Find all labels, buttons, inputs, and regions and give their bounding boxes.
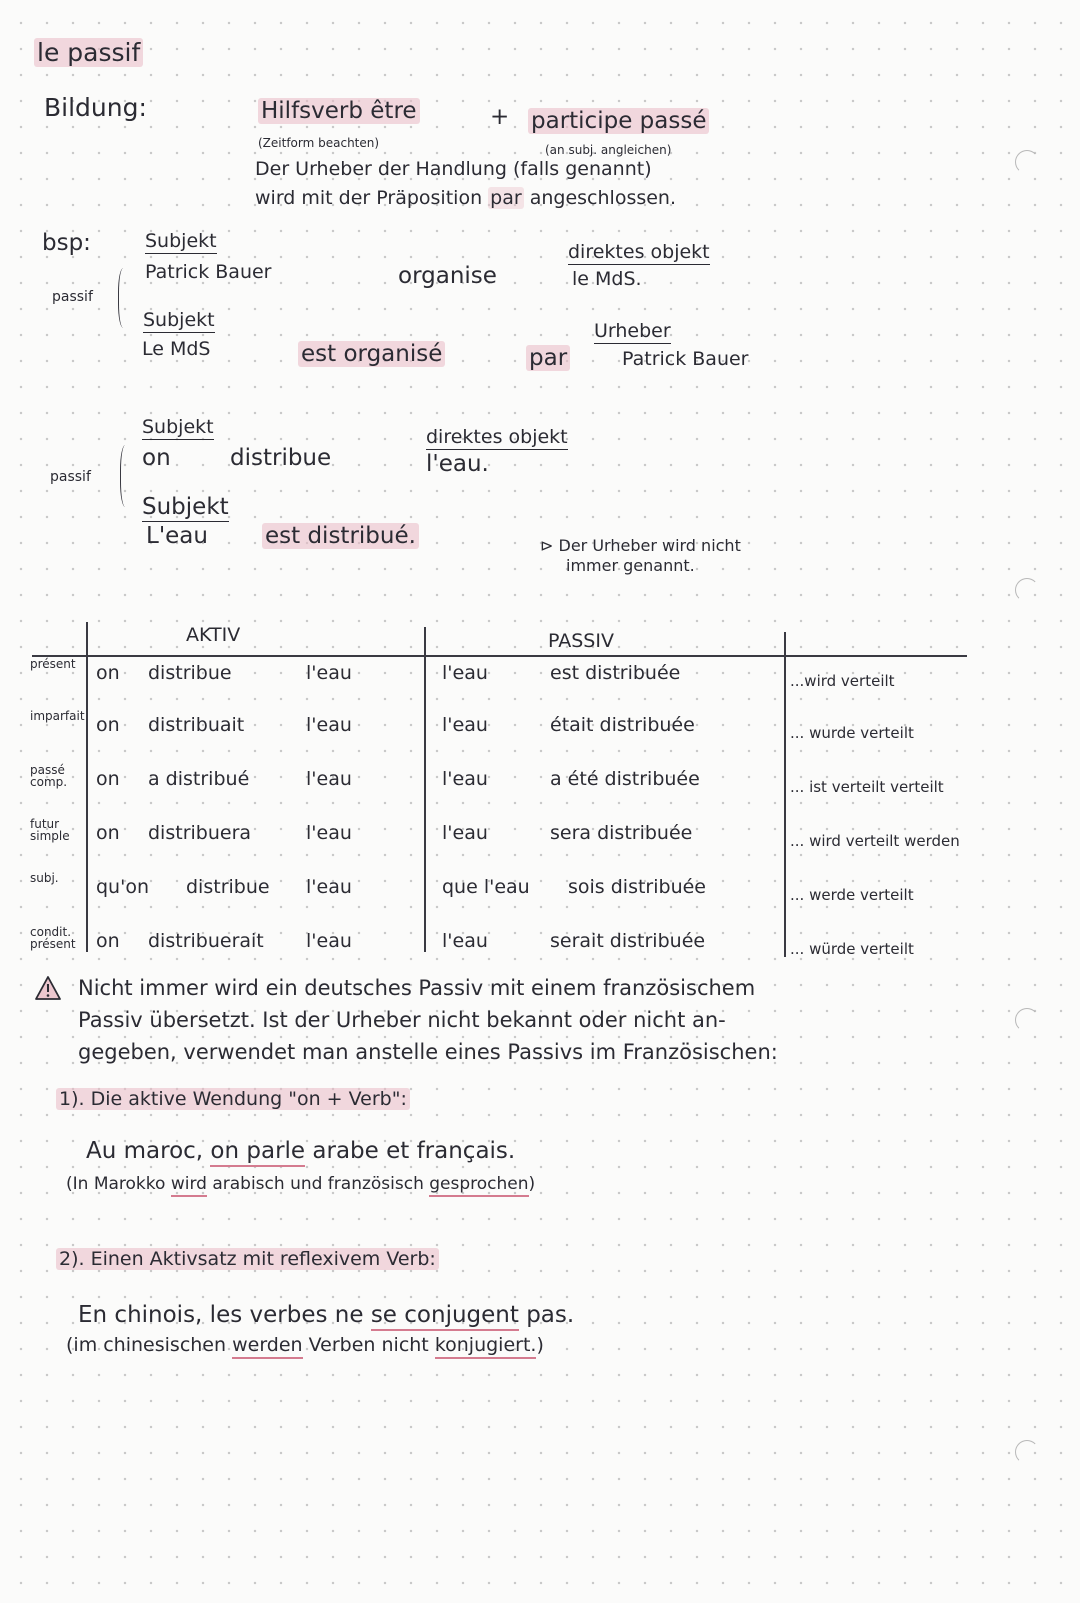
ex1-p-subj-label-text: Subjekt xyxy=(143,309,215,331)
ex1-subj: Patrick Bauer xyxy=(145,261,272,283)
bildung-line2-pre: wird mit der Präposition xyxy=(255,187,483,209)
binder-ring-2 xyxy=(1015,578,1039,602)
point1-fr-post: arabe et français. xyxy=(312,1138,516,1164)
ex1-p-subj-label xyxy=(143,311,215,330)
table-col-line-1 xyxy=(86,622,88,952)
ex1-subj-label-text: Subjekt xyxy=(145,230,217,252)
point2-fr-post: pas. xyxy=(526,1302,575,1328)
point1-de-underlined-2: gesprochen xyxy=(429,1174,528,1197)
table-cell-tense: subj. xyxy=(30,871,59,885)
ex2-bracket xyxy=(120,445,133,507)
table-cell-passiv-verb: était distribuée xyxy=(550,714,695,736)
ex2-p-subj: L'eau xyxy=(146,523,208,549)
point2-de-underlined-2: konjugiert. xyxy=(435,1334,537,1359)
ex1-p-par xyxy=(526,347,570,370)
point2-fr xyxy=(78,1304,574,1327)
table-cell-aktiv-subject: on xyxy=(96,768,120,790)
table-cell-aktiv-verb: distribue xyxy=(148,662,232,684)
point2-heading-highlight: 2). Einen Aktivsatz mit reflexivem Verb: xyxy=(56,1248,439,1270)
point2-heading xyxy=(56,1250,439,1269)
table-header-passiv: PASSIV xyxy=(548,630,614,652)
point2-fr-pre: En chinois, les verbes ne xyxy=(78,1302,364,1328)
bildung-label: Bildung: xyxy=(44,93,147,122)
table-cell-passiv-subject: l'eau xyxy=(442,714,488,736)
table-cell-aktiv-subject: on xyxy=(96,714,120,736)
table-cell-aktiv-subject: on xyxy=(96,662,120,684)
table-cell-aktiv-object: l'eau xyxy=(306,714,352,736)
ex2-obj: l'eau. xyxy=(426,451,489,477)
binder-ring-1 xyxy=(1015,150,1039,174)
table-cell-german: ... werde verteilt xyxy=(790,886,914,904)
ex1-urheber-label xyxy=(594,322,671,341)
plus-sign: + xyxy=(490,104,510,130)
table-cell-passiv-verb: serait distribuée xyxy=(550,930,706,952)
table-cell-tense: condit. présent xyxy=(30,925,76,951)
table-cell-tense: futur simple xyxy=(30,817,70,843)
bsp-label: bsp: xyxy=(42,230,91,256)
point1-de xyxy=(66,1176,535,1193)
table-cell-passiv-verb: est distribuée xyxy=(550,662,681,684)
bildung-line2-post: angeschlossen. xyxy=(529,187,677,209)
ex1-obj-label xyxy=(568,243,710,262)
ex2-subj-label-text: Subjekt xyxy=(142,416,214,438)
table-cell-german: ... wurde verteilt xyxy=(790,724,914,742)
table-col-line-2 xyxy=(424,627,426,952)
ex1-urheber-label-text: Urheber xyxy=(594,320,671,342)
zeitform-note: (Zeitform beachten) xyxy=(258,136,380,150)
ex1-p-verb xyxy=(298,343,445,366)
ex1-verb: organise xyxy=(398,263,497,289)
table-header-line xyxy=(32,655,967,657)
ex2-p-subj-label xyxy=(142,496,229,519)
point1-de-pre: (In Marokko xyxy=(66,1174,166,1194)
table-cell-passiv-verb: sera distribuée xyxy=(550,822,693,844)
ex2-subj: on xyxy=(142,445,171,471)
table-cell-passiv-verb: a été distribuée xyxy=(550,768,700,790)
point2-de-pre: (im chinesischen xyxy=(66,1334,227,1356)
ex1-p-verb-highlight: est organisé xyxy=(298,341,445,367)
participe-highlight: participe passé xyxy=(528,108,709,134)
page-title xyxy=(34,40,143,65)
point1-de-underlined: wird xyxy=(171,1174,207,1197)
table-cell-tense: présent xyxy=(30,657,76,671)
ex1-bracket xyxy=(118,268,131,328)
point2-de-underlined: werden xyxy=(232,1334,303,1359)
table-cell-german: ... ist verteilt verteilt xyxy=(790,778,944,796)
table-cell-german: ... würde verteilt xyxy=(790,940,914,958)
point1-de-mid: arabisch und französisch xyxy=(212,1174,424,1194)
ex2-verb: distribue xyxy=(230,445,332,471)
ex2-p-subj-label-text: Subjekt xyxy=(142,494,229,520)
table-cell-tense: passé comp. xyxy=(30,763,68,789)
ex2-obj-label-text: direktes objekt xyxy=(426,426,568,448)
table-cell-german: ...wird verteilt xyxy=(790,672,895,690)
table-cell-aktiv-verb: distribuerait xyxy=(148,930,264,952)
table-cell-aktiv-subject: on xyxy=(96,930,120,952)
ex1-urheber: Patrick Bauer xyxy=(622,348,749,370)
page-title-text: le passif xyxy=(34,38,143,67)
table-cell-passiv-subject: que l'eau xyxy=(442,876,530,898)
point1-heading xyxy=(56,1090,410,1109)
ex2-note-line1: ⊳ Der Urheber wird nicht xyxy=(540,536,741,555)
hilfsverb-text xyxy=(258,100,420,123)
table-cell-aktiv-object: l'eau xyxy=(306,876,352,898)
table-col-line-3 xyxy=(784,632,786,957)
point2-de xyxy=(66,1336,544,1355)
ex2-passif-label: passif xyxy=(50,469,91,485)
point2-de-mid: Verben nicht xyxy=(308,1334,429,1356)
ex2-note-line2: immer genannt. xyxy=(566,556,695,575)
point1-de-post: ) xyxy=(528,1174,536,1194)
table-cell-passiv-subject: l'eau xyxy=(442,768,488,790)
ex1-obj-label-text: direktes objekt xyxy=(568,241,710,263)
table-cell-aktiv-verb: a distribué xyxy=(148,768,250,790)
ex2-subj-label xyxy=(142,418,214,437)
table-header-aktiv: AKTIV xyxy=(186,624,241,646)
table-cell-tense: imparfait xyxy=(30,709,85,723)
warning-line3: gegeben, verwendet man anstelle eines Passivs im Französischen: xyxy=(78,1040,778,1064)
warning-line1: Nicht immer wird ein deutsches Passiv mit einem französischem xyxy=(78,976,756,1000)
ex1-passif-label: passif xyxy=(52,289,93,305)
warning-line2: Passiv übersetzt. Ist der Urheber nicht bekannt oder nicht an- xyxy=(78,1008,726,1032)
table-cell-aktiv-object: l'eau xyxy=(306,768,352,790)
ex2-p-verb xyxy=(262,525,419,548)
table-cell-aktiv-object: l'eau xyxy=(306,930,352,952)
point1-fr-pre: Au maroc, xyxy=(86,1138,204,1164)
table-cell-aktiv-object: l'eau xyxy=(306,662,352,684)
ex1-obj: le MdS. xyxy=(572,268,642,290)
ex2-obj-label xyxy=(426,428,568,447)
table-cell-passiv-subject: l'eau xyxy=(442,930,488,952)
angleichen-note: (an subj. angleichen) xyxy=(545,143,672,157)
table-cell-passiv-subject: l'eau xyxy=(442,662,488,684)
binder-ring-3 xyxy=(1015,1008,1039,1032)
table-cell-aktiv-verb: distribue xyxy=(186,876,270,898)
point1-fr xyxy=(86,1140,515,1163)
hilfsverb-highlight: Hilfsverb être xyxy=(258,98,420,124)
warning-triangle-icon xyxy=(34,975,62,1001)
table-cell-aktiv-object: l'eau xyxy=(306,822,352,844)
table-cell-passiv-verb: sois distribuée xyxy=(568,876,707,898)
participe-text xyxy=(528,110,709,133)
point1-fr-underlined: on parle xyxy=(210,1138,305,1167)
ex1-p-par-highlight: par xyxy=(526,345,570,371)
ex2-p-verb-highlight: est distribué. xyxy=(262,523,419,549)
table-cell-passiv-subject: l'eau xyxy=(442,822,488,844)
table-cell-aktiv-verb: distribuera xyxy=(148,822,252,844)
table-cell-aktiv-subject: on xyxy=(96,822,120,844)
bildung-par-highlight: par xyxy=(490,187,522,209)
bildung-line2 xyxy=(255,189,676,208)
ex1-p-subj: Le MdS xyxy=(142,338,211,360)
ex1-subj-label xyxy=(145,232,217,251)
point2-fr-underlined: se conjugent xyxy=(371,1302,519,1331)
table-cell-aktiv-subject: qu'on xyxy=(96,876,149,898)
table-cell-aktiv-verb: distribuait xyxy=(148,714,245,736)
binder-ring-4 xyxy=(1015,1440,1039,1464)
bildung-line1: Der Urheber der Handlung (falls genannt) xyxy=(255,158,652,180)
point1-heading-highlight: 1). Die aktive Wendung "on + Verb": xyxy=(56,1088,410,1110)
point2-de-post: ) xyxy=(536,1334,544,1356)
table-cell-german: ... wird verteilt werden xyxy=(790,832,960,850)
